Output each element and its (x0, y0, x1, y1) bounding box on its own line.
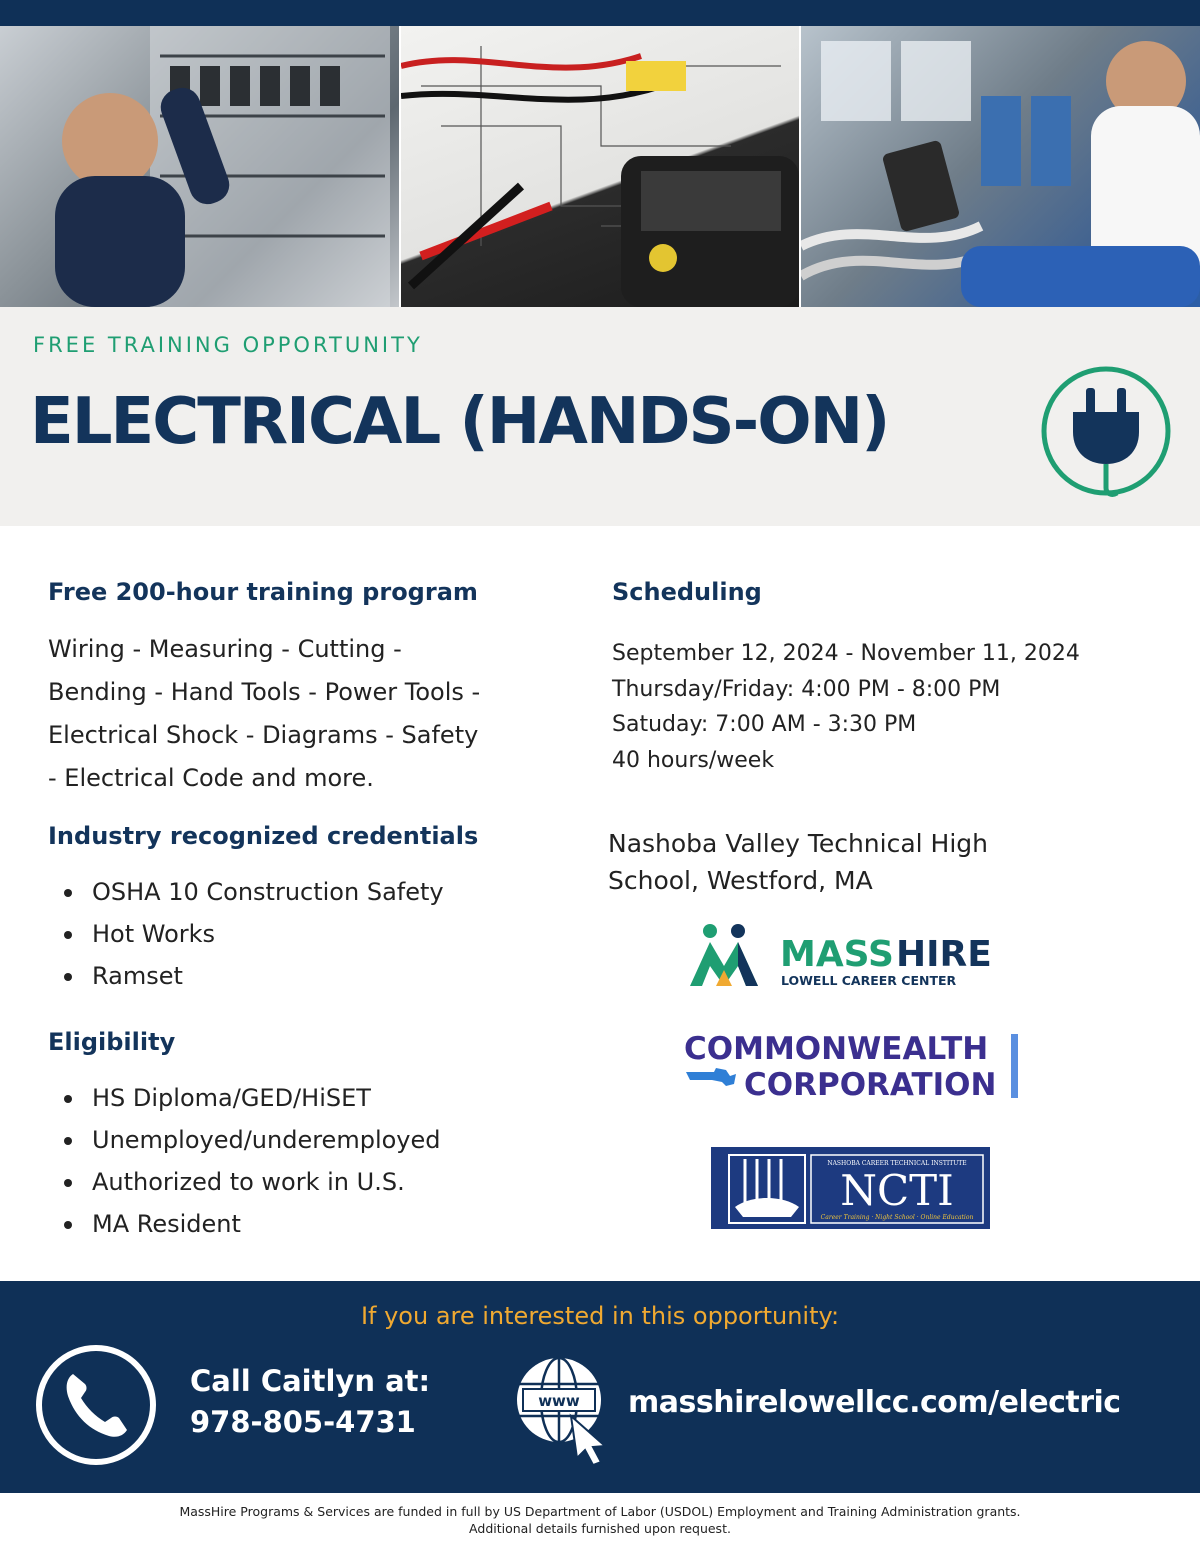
photo-technician-meter (801, 26, 1200, 307)
ncti-logo (711, 1147, 990, 1229)
ncti-tagline: Career Training · Night School · Online Education (820, 1214, 974, 1221)
location-line: Nashoba Valley Technical High (608, 829, 989, 858)
interest-prompt: If you are interested in this opportunity: (360, 1302, 840, 1330)
schedule-dates: September 12, 2024 - November 11, 2024 (612, 641, 1080, 666)
disclaimer-line: MassHire Programs & Services are funded in full by US Department of Labor (USDOL) Employment and Training Administration grants. (179, 1504, 1021, 1519)
topic-line: Bending - Hand Tools - Power Tools - (48, 678, 481, 706)
eligibility-list (48, 1077, 441, 1245)
photo-strip (0, 26, 1200, 307)
location-line: School, Westford, MA (608, 866, 873, 895)
masshire-subtitle: LOWELL CAREER CENTER (781, 973, 957, 988)
topic-line: Wiring - Measuring - Cutting - (48, 635, 402, 663)
schedule-hours: 40 hours/week (612, 747, 775, 773)
list-item: Ramset (48, 955, 444, 997)
masshire-logo (688, 922, 998, 988)
plug-icon (1037, 366, 1175, 500)
list-item: Hot Works (48, 913, 444, 955)
scheduling-heading: Scheduling (612, 578, 762, 606)
phone-icon[interactable] (35, 1344, 157, 1466)
www-label: www (538, 1392, 580, 1410)
phone-number[interactable]: 978-805-4731 (190, 1405, 416, 1439)
list-item: OSHA 10 Construction Safety (48, 871, 444, 913)
top-bar (0, 0, 1200, 26)
commonwealth-line2: CORPORATION (744, 1067, 997, 1102)
funding-disclaimer (0, 1503, 1200, 1537)
masshire-brand-a: MASS (780, 934, 894, 975)
topic-line: Electrical Shock - Diagrams - Safety (48, 721, 479, 749)
list-item: MA Resident (48, 1203, 441, 1245)
location-text (608, 825, 1048, 899)
disclaimer-line: Additional details furnished upon request. (469, 1521, 731, 1536)
credentials-list (48, 871, 444, 997)
page-title: ELECTRICAL (HANDS-ON) (30, 385, 889, 459)
kicker-text: FREE TRAINING OPPORTUNITY (33, 333, 423, 357)
list-item: HS Diploma/GED/HiSET (48, 1077, 441, 1119)
schedule-weekday: Thursday/Friday: 4:00 PM - 8:00 PM (612, 676, 1001, 702)
commonwealth-line1: COMMONWEALTH (684, 1031, 989, 1067)
program-topics (48, 628, 480, 800)
call-label: Call Caitlyn at: (190, 1364, 431, 1398)
eligibility-heading: Eligibility (48, 1028, 176, 1056)
ncti-top-line: NASHOBA CAREER TECHNICAL INSTITUTE (827, 1160, 967, 1167)
photo-electrician-panel (0, 26, 399, 307)
photo-multimeter-diagram (401, 26, 799, 307)
topic-line: - Electrical Code and more. (48, 764, 374, 792)
credentials-heading: Industry recognized credentials (48, 822, 479, 850)
list-item: Authorized to work in U.S. (48, 1161, 441, 1203)
list-item: Unemployed/underemployed (48, 1119, 441, 1161)
globe-www-icon[interactable] (513, 1354, 613, 1466)
ncti-name: NCTI (840, 1166, 954, 1215)
commonwealth-logo (682, 1030, 1027, 1102)
massachusetts-map-icon (686, 1068, 736, 1086)
program-heading: Free 200-hour training program (48, 578, 478, 606)
schedule-saturday: Satuday: 7:00 AM - 3:30 PM (612, 712, 917, 737)
website-link[interactable]: masshirelowellcc.com/electric (628, 1385, 1121, 1420)
masshire-brand-b: HIRE (896, 934, 992, 975)
scheduling-details (612, 636, 1080, 778)
